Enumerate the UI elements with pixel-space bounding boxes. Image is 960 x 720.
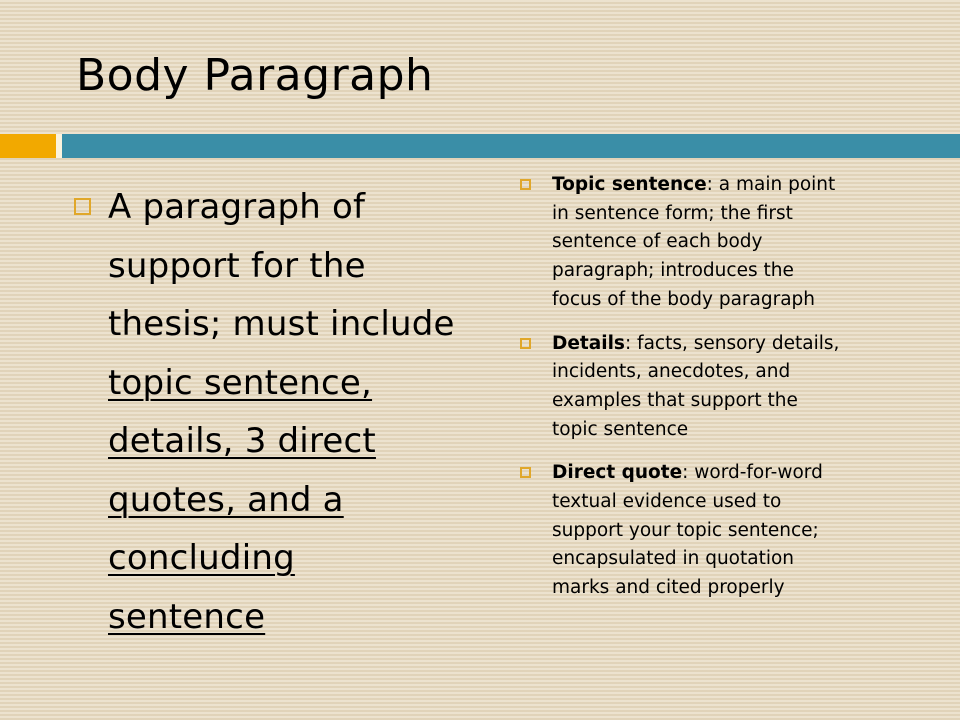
detail-line: : a main point <box>706 174 836 195</box>
detail-line: topic sentence <box>552 418 689 440</box>
detail-line: in sentence form; the first <box>552 202 793 224</box>
square-bullet-icon <box>74 198 91 215</box>
slide-title: Body Paragraph <box>76 50 434 101</box>
detail-bullet-text <box>552 171 835 315</box>
main-line-underlined: sentence <box>108 596 266 637</box>
detail-bullet-direct-quote <box>520 459 940 603</box>
detail-line: : word-for-word <box>682 462 823 484</box>
main-bullet-text <box>108 178 455 646</box>
detail-line: : facts, sensory details, <box>624 332 840 354</box>
main-line-underlined: details, 3 direct <box>108 421 376 461</box>
accent-bar-teal <box>62 134 960 158</box>
square-bullet-icon <box>520 179 531 190</box>
accent-bar-orange <box>0 134 56 158</box>
detail-bullet-text <box>552 330 839 445</box>
detail-line: marks and cited properly <box>552 577 785 599</box>
main-line: thesis; must include <box>108 304 455 344</box>
detail-term: Direct quote <box>552 462 683 484</box>
detail-term: Details <box>552 332 625 354</box>
detail-line: examples that support the <box>552 389 798 411</box>
main-line: support for the <box>108 245 366 286</box>
main-bullet-column <box>74 178 474 646</box>
detail-line: incidents, anecdotes, and <box>552 361 791 383</box>
detail-bullet-text <box>552 459 823 603</box>
detail-bullet-details <box>520 330 940 445</box>
detail-line: sentence of each body <box>552 231 763 253</box>
detail-bullet-topic-sentence <box>520 171 940 315</box>
main-line-underlined: topic sentence, <box>108 362 373 403</box>
detail-line: textual evidence used to <box>552 491 782 513</box>
detail-line: focus of the body paragraph <box>552 288 816 310</box>
main-bullet <box>74 178 474 646</box>
main-line-underlined: quotes, and a <box>108 479 344 520</box>
main-line: A paragraph of <box>108 187 366 227</box>
square-bullet-icon <box>520 338 531 349</box>
detail-line: encapsulated in quotation <box>552 548 795 570</box>
detail-term: Topic sentence <box>552 174 707 195</box>
detail-line: support your topic sentence; <box>552 519 819 541</box>
detail-bullet-column <box>520 171 940 618</box>
detail-line: paragraph; introduces the <box>552 260 794 282</box>
main-line-underlined: concluding <box>108 538 295 578</box>
square-bullet-icon <box>520 467 531 478</box>
